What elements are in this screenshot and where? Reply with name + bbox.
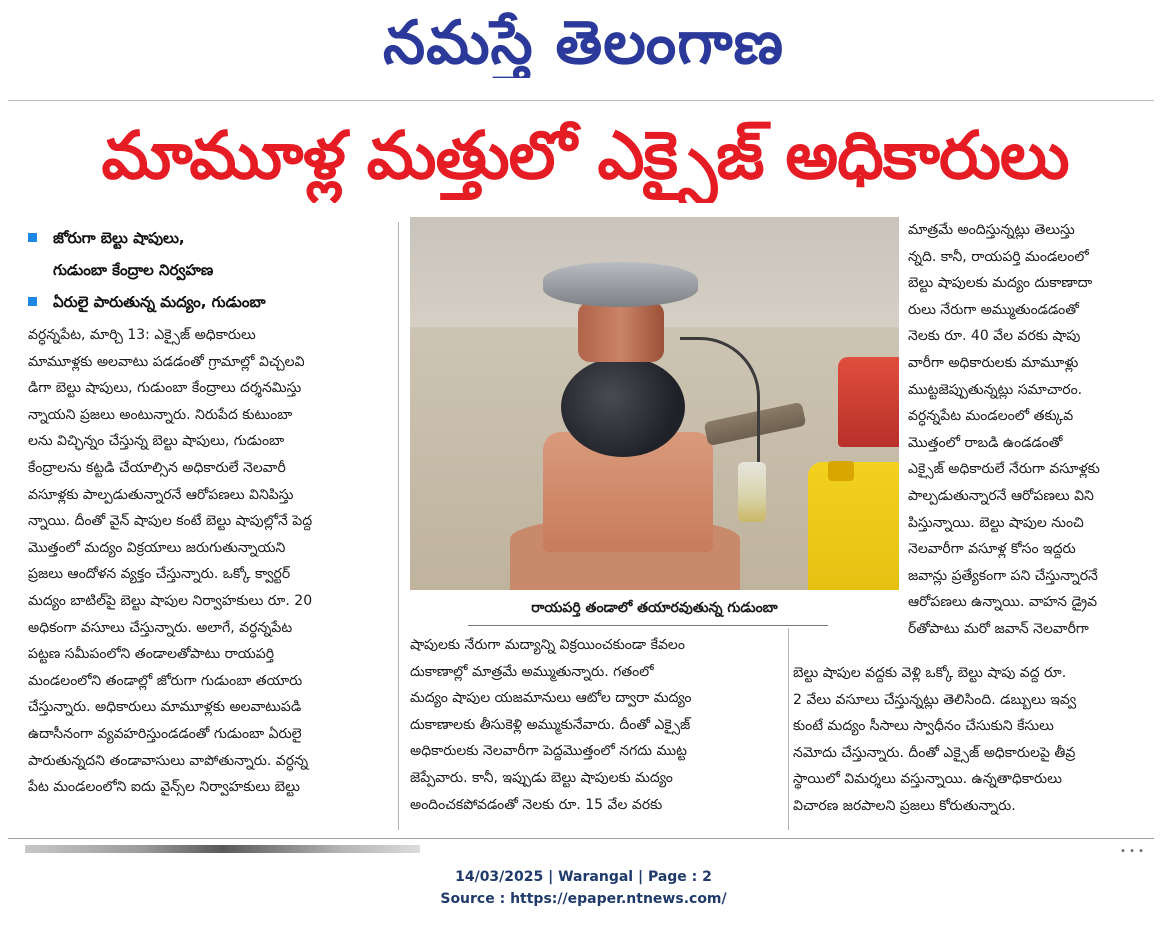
text-line: లను విచ్ఛిన్నం చేస్తున్న బెల్టు షాపులు, గుడుంబా bbox=[28, 433, 285, 450]
text-line: జెప్పేవారు. కానీ, ఇప్పుడు బెల్టు షాపులకు మద్యం bbox=[410, 769, 673, 786]
next-article-image-strip bbox=[25, 845, 420, 853]
bullet-marker-icon bbox=[28, 297, 37, 306]
text-line: పారుతున్నదని తండావాసులు వాపోతున్నారు. వర్ధన్న bbox=[28, 752, 309, 769]
text-line: అధికంగా వసూలు చేస్తున్నారు. అలాగే, వర్ధన్నపేట bbox=[28, 619, 293, 636]
footer-source-link[interactable]: Source : https://epaper.ntnews.com/ bbox=[440, 891, 727, 907]
photo-red-stool bbox=[838, 357, 899, 447]
text-line: కేంద్రాలను కట్టడి చేయాల్సిన అధికారులే నెలవారీ bbox=[28, 459, 286, 476]
text-line: కుంటే మద్యం సీసాలు స్వాధీనం చేసుకుని కేసులు bbox=[793, 718, 1054, 735]
text-line: న్నది. కానీ, రాయపర్తి మండలంలో bbox=[908, 248, 1089, 265]
text-line: మద్యం బాటిల్‌పై బెల్టు షాపుల నిర్వాహకులు రూ. 20 bbox=[28, 592, 313, 609]
column-divider bbox=[398, 222, 399, 830]
text-line: ఉదాసీనంగా వ్యవహరిస్తుండడంతో గుడుంబా ఏరులై bbox=[28, 725, 302, 742]
article-headline: మామూళ్ల మత్తులో ఎక్సైజ్ అధికారులు bbox=[101, 117, 1069, 194]
text-line: బెల్టు షాపుల వద్దకు వెళ్లి ఒక్కో బెల్టు షాపు వద్ద రూ. bbox=[793, 665, 1067, 681]
text-line: దుకాణాలకు తీసుకెళ్లి అమ్ముకునేవారు. దీంతో ఎక్సైజ్ bbox=[410, 716, 691, 733]
photo-bottle bbox=[738, 462, 766, 522]
text-line: అధికారులకు నెలవారీగా పెద్దమొత్తంలో నగదు ముట్ట bbox=[410, 743, 687, 760]
photo-caption: రాయపర్తి తండాలో తయారవుతున్న గుడుంబా bbox=[531, 600, 778, 616]
text-line: న్నాయని ప్రజలు అంటున్నారు. నిరుపేద కుటుంబా bbox=[28, 406, 293, 423]
bullet-text: జోరుగా బెల్టు షాపులు, bbox=[53, 229, 185, 247]
text-line: మొత్తంలో మద్యం విక్రయాలు జరుగుతున్నాయని bbox=[28, 539, 286, 556]
text-line: ప్రజలు ఆందోళన వ్యక్తం చేస్తున్నారు. ఒక్కో క్వార్టర్ bbox=[28, 566, 291, 583]
article-column-3-bottom bbox=[793, 660, 1153, 830]
text-line: విచారణ జరపాలని ప్రజలు కోరుతున్నారు. bbox=[793, 797, 1016, 814]
bullet-point bbox=[28, 222, 398, 254]
text-line: షాపులకు నేరుగా మద్యాన్ని విక్రయించకుండా కేవలం bbox=[410, 637, 685, 653]
caption-underline bbox=[468, 625, 828, 626]
bullet-marker-icon bbox=[28, 233, 37, 242]
text-line: చేస్తున్నారు. అధికారులు మామూళ్లకు అలవాటుపడి bbox=[28, 699, 302, 716]
text-line: నెలవారీగా వసూళ్ల కోసం ఇద్దరు bbox=[908, 541, 1076, 558]
photo-metal-basin bbox=[543, 262, 698, 307]
text-line: అందించకపోవడంతో నెలకు రూ. 15 వేల వరకు bbox=[410, 796, 663, 813]
article-column-3-top bbox=[908, 217, 1152, 660]
text-line: స్థాయిలో విమర్శలు వస్తున్నాయి. ఉన్నతాధికారులు bbox=[793, 771, 1062, 788]
text-line: మొత్తంలో రాబడి ఉండడంతో bbox=[908, 434, 1063, 451]
text-line: పిస్తున్నాయి. బెల్టు షాపుల నుంచి bbox=[908, 514, 1084, 531]
text-line: పాల్పడుతున్నారనే ఆరోపణలు విని bbox=[908, 487, 1094, 504]
bullet-point bbox=[28, 286, 398, 318]
text-line: రులు నేరుగా అమ్ముతుండడంతో bbox=[908, 301, 1079, 318]
footer-date-edition: 14/03/2025 | Warangal | Page : 2 bbox=[455, 869, 712, 885]
bullet-text: ఏరులై పారుతున్న మద్యం, గుడుంబా bbox=[53, 293, 266, 311]
bullet-text: గుడుంబా కేంద్రాల నిర్వహణ bbox=[53, 261, 214, 279]
newspaper-masthead: నమస్తే తెలంగాణ bbox=[382, 8, 785, 78]
text-line: ఎక్సైజ్ అధికారులే నేరుగా వసూళ్లకు bbox=[908, 461, 1100, 478]
text-line: ఆరోపణలు ఉన్నాయి. వాహన డ్రైవ bbox=[908, 594, 1098, 611]
text-line: వారీగా అధికారులకు మామూళ్లు bbox=[908, 354, 1079, 371]
text-line: న్నాయి. దీంతో వైన్ షాపుల కంటే బెల్టు షాపుల్లోనే పెద్ద bbox=[28, 513, 313, 530]
text-line: బెల్టు షాపులకు మద్యం దుకాణాదా bbox=[908, 275, 1093, 292]
text-line: మండలంలోని తండాల్లో జోరుగా గుడుంబా తయారు bbox=[28, 672, 303, 689]
text-line: నమోదు చేస్తున్నారు. దీంతో ఎక్సైజ్ అధికారులపై తీవ్ర bbox=[793, 744, 1076, 761]
photo-jerrycan-cap bbox=[828, 461, 854, 481]
text-line: 2 వేలు వసూలు చేస్తున్నట్లు తెలిసింది. డబ్బులు ఇవ్వ bbox=[793, 691, 1077, 708]
article-column-2 bbox=[410, 632, 780, 832]
text-line: నెలకు రూ. 40 వేల వరకు షాపు bbox=[908, 328, 1081, 345]
text-line: జవాన్లు ప్రత్యేకంగా పని చేస్తున్నారనే bbox=[908, 567, 1098, 584]
page-dots-icon: • • • bbox=[1120, 846, 1145, 857]
text-line: దుకాణాల్లో మాత్రమే అమ్ముతున్నారు. గతంలో bbox=[410, 663, 654, 680]
clipping-bottom-rule bbox=[8, 838, 1154, 839]
epaper-footer bbox=[0, 866, 1167, 910]
text-line: వర్ధన్నపేట మండలంలో తక్కువ bbox=[908, 408, 1074, 425]
article-column-1 bbox=[28, 322, 388, 832]
text-line: మాత్రమే అందిస్తున్నట్లు తెలుస్తు bbox=[908, 222, 1075, 238]
photo-clay-pot bbox=[578, 302, 664, 362]
text-line: డిగా బెల్టు షాపులు, గుడుంబా కేంద్రాలు దర్శనమిస్తు bbox=[28, 380, 302, 397]
text-line: మామూళ్లకు అలవాటు పడడంతో గ్రామాల్లో విచ్చలవి bbox=[28, 353, 305, 370]
text-line: ముట్టజెప్పుతున్నట్లు సమాచారం. bbox=[908, 381, 1083, 398]
article-photo bbox=[410, 217, 899, 590]
column-divider bbox=[788, 628, 789, 830]
text-line: మద్యం షాపుల యజమానులు ఆటోల ద్వారా మద్యం bbox=[410, 690, 692, 707]
text-line: వర్ధన్నపేట, మార్చి 13: ఎక్సైజ్ అధికారులు bbox=[28, 327, 256, 343]
photo-black-pot bbox=[561, 357, 685, 457]
text-line: పేట మండలంలోని ఐదు వైన్స్‌ల నిర్వాహకులు బెల్టు bbox=[28, 779, 300, 796]
photo-yellow-jerrycan bbox=[808, 462, 899, 590]
text-line: పట్టణ సమీపంలోని తండాలతోపాటు రాయపర్తి bbox=[28, 646, 275, 663]
text-line: వసూళ్లకు పాల్పడుతున్నారనే ఆరోపణలు వినిపిస్తు bbox=[28, 486, 294, 503]
bullet-continuation bbox=[28, 254, 398, 286]
subheadline-bullets bbox=[28, 222, 398, 318]
text-line: ర్‌తోపాటు మరో జవాన్ నెలవారీగా bbox=[908, 620, 1089, 637]
